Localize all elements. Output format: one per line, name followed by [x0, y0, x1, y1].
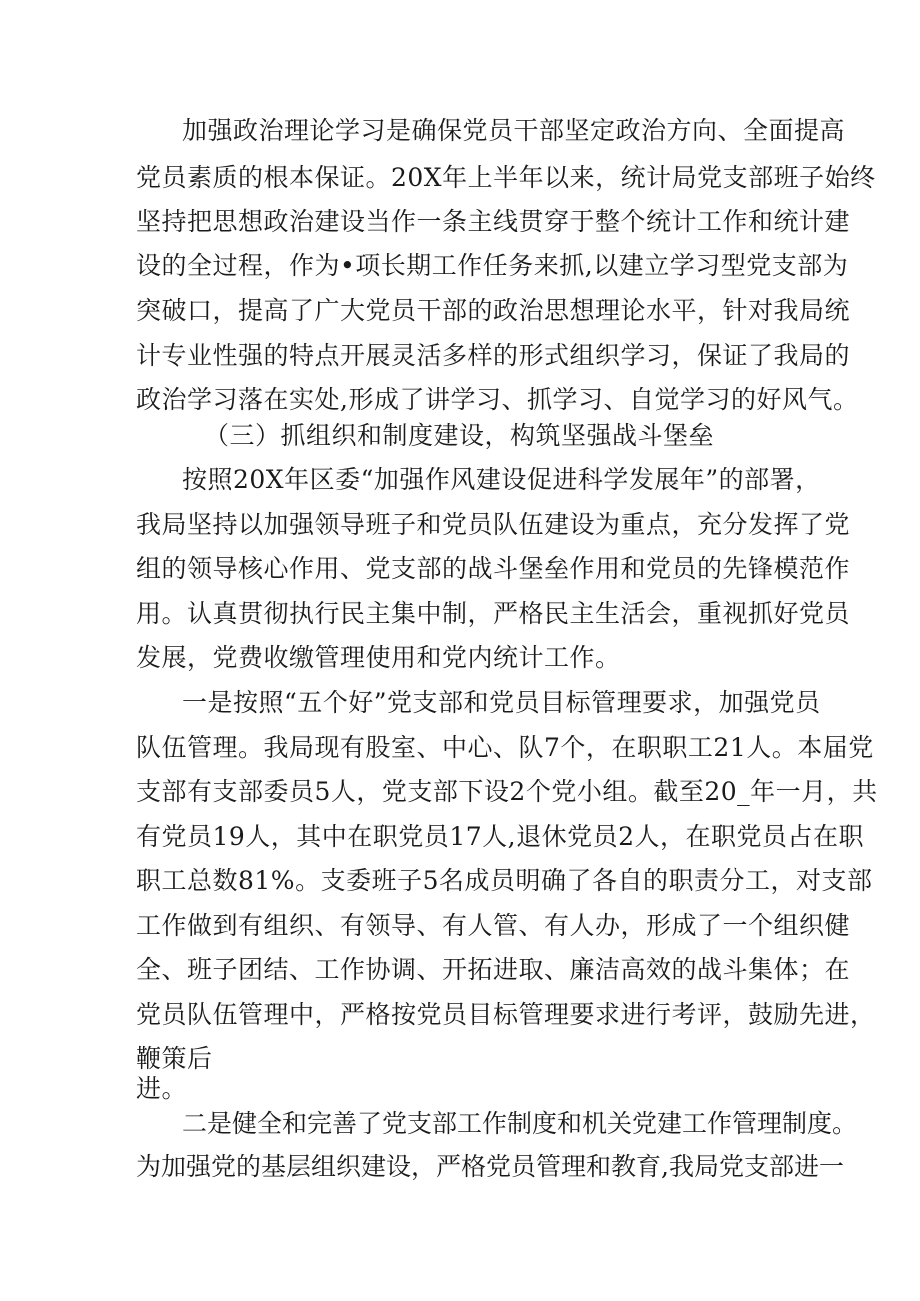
paragraph-line: 政治学习落在实处,形成了讲学习、抓学习、自觉学习的好风气。: [136, 385, 859, 414]
paragraph-line: 二是健全和完善了党支部工作制度和机关党建工作管理制度。: [182, 1109, 858, 1138]
paragraph-line: 计专业性强的特点开展灵活多样的形式组织学习，保证了我局的: [136, 341, 851, 370]
paragraph-line: 鞭策后: [136, 1044, 213, 1073]
paragraph-line: 加强政治理论学习是确保党员干部坚定政治方向、全面提高: [182, 116, 846, 145]
paragraph-line: 用。认真贯彻执行民主集中制，严格民主生活会，重视抓好党员: [136, 599, 851, 628]
paragraph-line: 进。: [136, 1074, 188, 1103]
paragraph-line: 有党员19人，其中在职党员17人,退休党员2人，在职党员占在职: [136, 822, 864, 851]
paragraph-line: 设的全过程，作为•项长期工作任务来抓,以建立学习型党支部为: [136, 251, 849, 280]
paragraph-line: 党员队伍管理中，严格按党员目标管理要求进行考评，鼓励先进，: [136, 1000, 876, 1029]
paragraph-line: 全、班子团结、工作协调、开拓进取、廉洁高效的战斗集体；在: [136, 955, 851, 984]
paragraph-line: 坚持把思想政治建设当作一条主线贯穿于整个统计工作和统计建: [136, 207, 851, 236]
paragraph-line: 工作做到有组织、有领导、有人管、有人办，形成了一个组织健: [136, 911, 851, 940]
paragraph-line: 组的领导核心作用、党支部的战斗堡垒作用和党员的先锋模范作: [136, 554, 851, 583]
paragraph-line: 按照20X年区委“加强作风建设促进科学发展年”的部署，: [182, 465, 821, 494]
paragraph-line: 一是按照“五个好”党支部和党员目标管理要求，加强党员: [182, 688, 821, 717]
paragraph-line: 党员素质的根本保证。20X年上半年以来，统计局党支部班子始终: [136, 163, 876, 192]
section-heading: （三）抓组织和制度建设，构筑坚强战斗堡垒: [204, 421, 715, 450]
paragraph-line: 队伍管理。我局现有股室、中心、队7个，在职职工21人。本届党: [136, 733, 874, 762]
paragraph-line: 我局坚持以加强领导班子和党员队伍建设为重点，充分发挥了党: [136, 510, 851, 539]
paragraph-line: 为加强党的基层组织建设，严格党员管理和教育,我局党支部进一: [136, 1152, 844, 1181]
paragraph-line: 支部有支部委员5人，党支部下设2个党小组。截至20_年一月，共: [136, 777, 878, 806]
paragraph-line: 发展，党费收缴管理使用和党内统计工作。: [136, 643, 621, 672]
paragraph-line: 职工总数81%。支委班子5名成员明确了各自的职责分工，对支部: [136, 866, 873, 895]
paragraph-line: 突破口，提高了广大党员干部的政治思想理论水平，针对我局统: [136, 296, 851, 325]
